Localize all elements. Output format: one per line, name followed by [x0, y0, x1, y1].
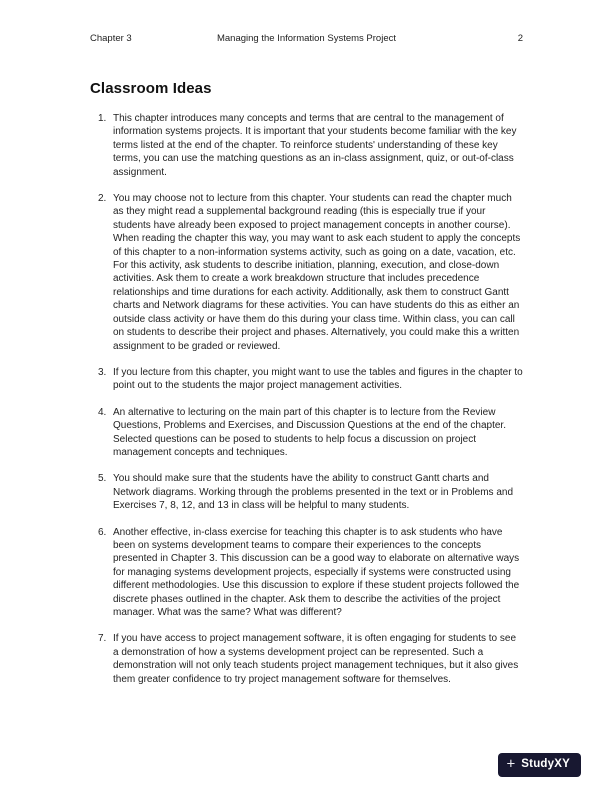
list-item: [90, 192, 523, 353]
item-number: 2.: [98, 193, 107, 205]
brand-name-xy: XY: [554, 757, 570, 770]
item-text: If you have access to project management software, it is often engaging for students to see a demonstration of how a systems development project can be represented. Such a demonstration will not only teach students project management techniques, but it also gives them greater confidence to try project management software for themselves.: [113, 633, 519, 685]
item-text: Another effective, in-class exercise for teaching this chapter is to ask students who have been on systems development teams to compare their experiences to the concepts presented in Chapter 3. This discussion can be a good way to elaborate on alternative ways for managing systems development projects, especially if systems were constructed using different methodologies. Use this discussion to explore if these student projects followed the discrete phases outlined in the chapter. Ask them to describe the activities of the project manager. What was the same? What was different?: [113, 526, 520, 618]
section-title: Classroom Ideas: [90, 80, 212, 97]
brand-name: [521, 759, 570, 771]
item-text: An alternative to lecturing on the main part of this chapter is to lecture from the Review Questions, Problems and Exercises, and Discussion Questions at the end of the chapter. Selected questions can be posed to students to help focus a discussion on project management concepts and techniques.: [113, 406, 506, 458]
item-number: 3.: [98, 366, 107, 378]
list-item: [90, 112, 523, 179]
item-number: 7.: [98, 633, 107, 645]
list-item: [90, 472, 523, 512]
item-text: This chapter introduces many concepts and terms that are central to the management of information systems projects. It is important that your students become familiar with the key terms listed at the end of the chapter. To reinforce students' understanding of these key terms, you can use the matching questions as an in-class assignment, quiz, or out-of-class assignment.: [113, 113, 517, 178]
item-text: You should make sure that the students have the ability to construct Gantt charts and Network diagrams. Working through the problems presented in the text or in Problems and Exercises 7, 8, 12, and 13 in class will be helpful to many students.: [113, 473, 514, 512]
brand-name-study: Study: [521, 757, 555, 770]
item-text: You may choose not to lecture from this chapter. Your students can read the chapter much as they might read a supplemental background reading (this is especially true if your students have already been exposed to project management concepts in another course). When reading the chapter this way, you may want to ask each student to apply the concepts of this chapter to a non-information systems activity, such as going on a date, vacation, etc. For this activity, ask students to describe initiation, planning, execution, and close-down activities. Ask them to create a work breakdown structure that includes precedence relationships and time durations for each activity. Additionally, ask them to construct Gantt charts and Network diagrams for these activities. You can have students do this as either an outside class activity or have them do this during your class time. Within class, you can call on students to describe their project and phases. Alternatively, you could make this a written assignment to be graded or reviewed.: [113, 193, 521, 352]
header-running-title: Managing the Information Systems Project: [216, 33, 396, 44]
list-item: [90, 406, 523, 460]
brand-badge: [498, 753, 581, 777]
header-chapter-label: Chapter 3: [90, 33, 132, 44]
page-header: [90, 33, 523, 44]
list-item: [90, 366, 523, 393]
classroom-ideas-list: [90, 112, 523, 699]
header-page-number: 2: [517, 33, 523, 44]
list-item: [90, 526, 523, 620]
item-number: 6.: [98, 526, 107, 538]
item-number: 4.: [98, 406, 107, 418]
item-text: If you lecture from this chapter, you might want to use the tables and figures in the chapter to point out to the students the major project management activities.: [113, 366, 523, 392]
item-number: 5.: [98, 473, 107, 485]
list-item: [90, 632, 523, 686]
item-number: 1.: [98, 113, 107, 124]
plus-icon: +: [506, 755, 516, 773]
